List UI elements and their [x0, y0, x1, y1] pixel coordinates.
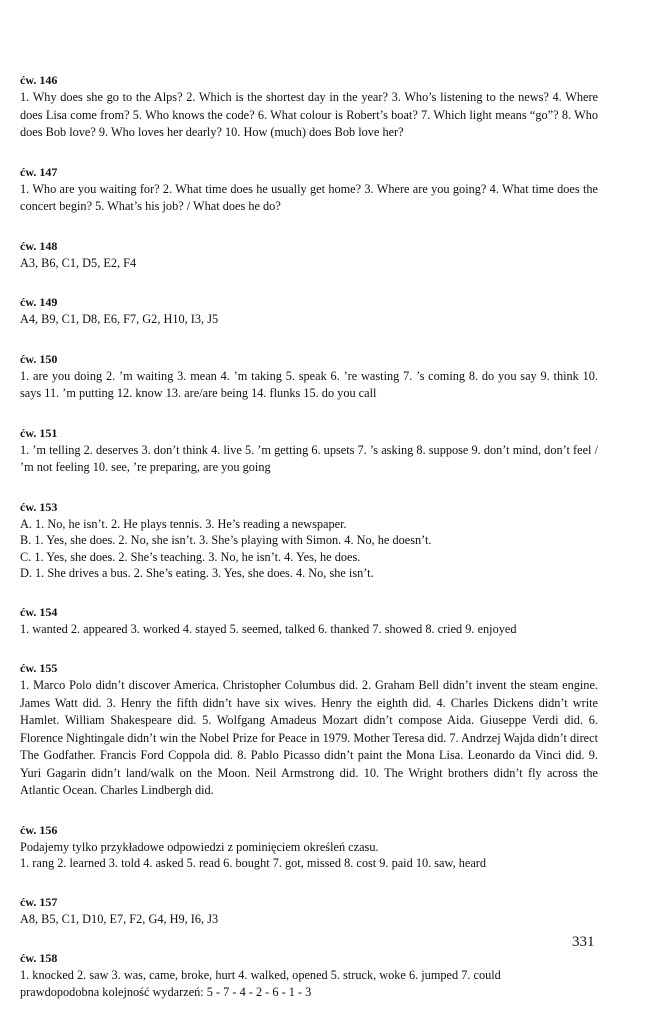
- answer-line: prawdopodobna kolejność wydarzeń: 5 - 7 - 4 - 2 - 6 - 1 - 3: [20, 984, 312, 999]
- exercise-heading: ćw. 146: [20, 73, 58, 87]
- exercise-answers: 1. Why does she go to the Alps? 2. Which is the shortest day in the year? 3. Who’s listening to the news? 4. Where does Lisa come from? 5. Who knows the code? 6. What colour is Robert’s boat? 7. Which light means “go”? 8. Who does Bob love? 9. Who loves her dearly? 10. How (much) does Bob love her?: [20, 90, 598, 139]
- exercise-heading: ćw. 151: [20, 425, 58, 440]
- exercise-heading: ćw. 158: [20, 951, 58, 965]
- exercise-answers: A3, B6, C1, D5, E2, F4: [20, 255, 137, 270]
- exercise-heading: ćw. 150: [20, 351, 58, 366]
- exercise-heading: ćw. 157: [20, 894, 58, 909]
- answer-line: 1. knocked 2. saw 3. was, came, broke, hurt 4. walked, opened 5. struck, woke 6. jumped 7. could: [20, 968, 501, 982]
- exercise-158: [20, 950, 598, 1000]
- page-number: 331: [572, 934, 595, 950]
- exercise-heading: ćw. 154: [20, 604, 58, 619]
- exercise-answers: 1. Who are you waiting for? 2. What time does he usually get home? 3. Where are you going? 4. What time does the concert begin? 5. What’s his job? / What does he do?: [20, 181, 598, 213]
- exercise-150: [20, 351, 598, 403]
- exercise-answers: A4, B9, C1, D8, E6, F7, G2, H10, I3, J5: [20, 312, 219, 326]
- exercise-heading: ćw. 149: [20, 295, 58, 309]
- exercise-148: [20, 238, 598, 273]
- exercise-answers: 1. are you doing 2. ’m waiting 3. mean 4. ’m taking 5. speak 6. ’re wasting 7. ’s coming 8. do you say 9. think 10. says 11. ’m putting 12. know 13. are/are being 14. flunks 15. do you call: [20, 368, 598, 400]
- exercise-answers: 1. ’m telling 2. deserves 3. don’t think 4. live 5. ’m getting 6. upsets 7. ’s asking 8. suppose 9. don’t mind, don’t feel / ’m not feeling 10. see, ’re preparing, are you going: [20, 442, 598, 474]
- answer-line: 1. rang 2. learned 3. told 4. asked 5. read 6. bought 7. got, missed 8. cost 9. paid 10. saw, heard: [20, 856, 487, 870]
- exercise-answers: A8, B5, C1, D10, E7, F2, G4, H9, I6, J3: [20, 911, 219, 926]
- answer-key: [20, 72, 598, 1022]
- exercise-heading: ćw. 148: [20, 238, 58, 253]
- answer-note: Podajemy tylko przykładowe odpowiedzi z pominięciem określeń czasu.: [20, 839, 379, 854]
- answer-line: C. 1. Yes, she does. 2. She’s teaching. 3. No, he isn’t. 4. Yes, he does.: [20, 549, 361, 564]
- exercise-heading: ćw. 155: [20, 661, 58, 675]
- exercise-156: [20, 822, 598, 872]
- exercise-heading: ćw. 156: [20, 822, 58, 837]
- exercise-heading: ćw. 147: [20, 164, 58, 179]
- exercise-151: [20, 425, 598, 477]
- exercise-146: [20, 72, 598, 142]
- exercise-153: [20, 499, 598, 582]
- exercise-heading: ćw. 153: [20, 499, 58, 514]
- exercise-answers: 1. Marco Polo didn’t discover America. Christopher Columbus did. 2. Graham Bell didn’t invent the steam engine. James Watt did. 3. Henry the fifth didn’t have six wives. Henry the eighth did. 4. Charles Dickens didn’t write Hamlet. William Shakespeare did. 5. Wolfgang Amadeus Mozart didn’t compose Aida. Giuseppe Verdi did. 6. Florence Nightingale didn’t win the Nobel Prize for Peace in 1979. Mother Teresa did. 7. Andrzej Wajda didn’t direct The Godfather. Francis Ford Coppola did. 8. Pablo Picasso didn’t paint the Mona Lisa. Leonardo da Vinci did. 9. Yuri Gagarin didn’t land/walk on the Moon. Neil Armstrong did. 10. The Wright brothers didn’t fly across the Atlantic Ocean. Charles Lindbergh did.: [20, 678, 598, 797]
- answer-line: D. 1. She drives a bus. 2. She’s eating. 3. Yes, she does. 4. No, she isn’t.: [20, 566, 374, 580]
- exercise-154: [20, 604, 598, 639]
- answer-line: A. 1. No, he isn’t. 2. He plays tennis. 3. He’s reading a newspaper.: [20, 516, 347, 531]
- exercise-answers: 1. wanted 2. appeared 3. worked 4. stayed 5. seemed, talked 6. thanked 7. showed 8. cried 9. enjoyed: [20, 621, 517, 636]
- exercise-147: [20, 164, 598, 216]
- exercise-155: [20, 660, 598, 800]
- exercise-149: [20, 294, 598, 329]
- answer-line: B. 1. Yes, she does. 2. No, she isn’t. 3. She’s playing with Simon. 4. No, he doesn’t.: [20, 533, 432, 547]
- exercise-157: [20, 894, 598, 929]
